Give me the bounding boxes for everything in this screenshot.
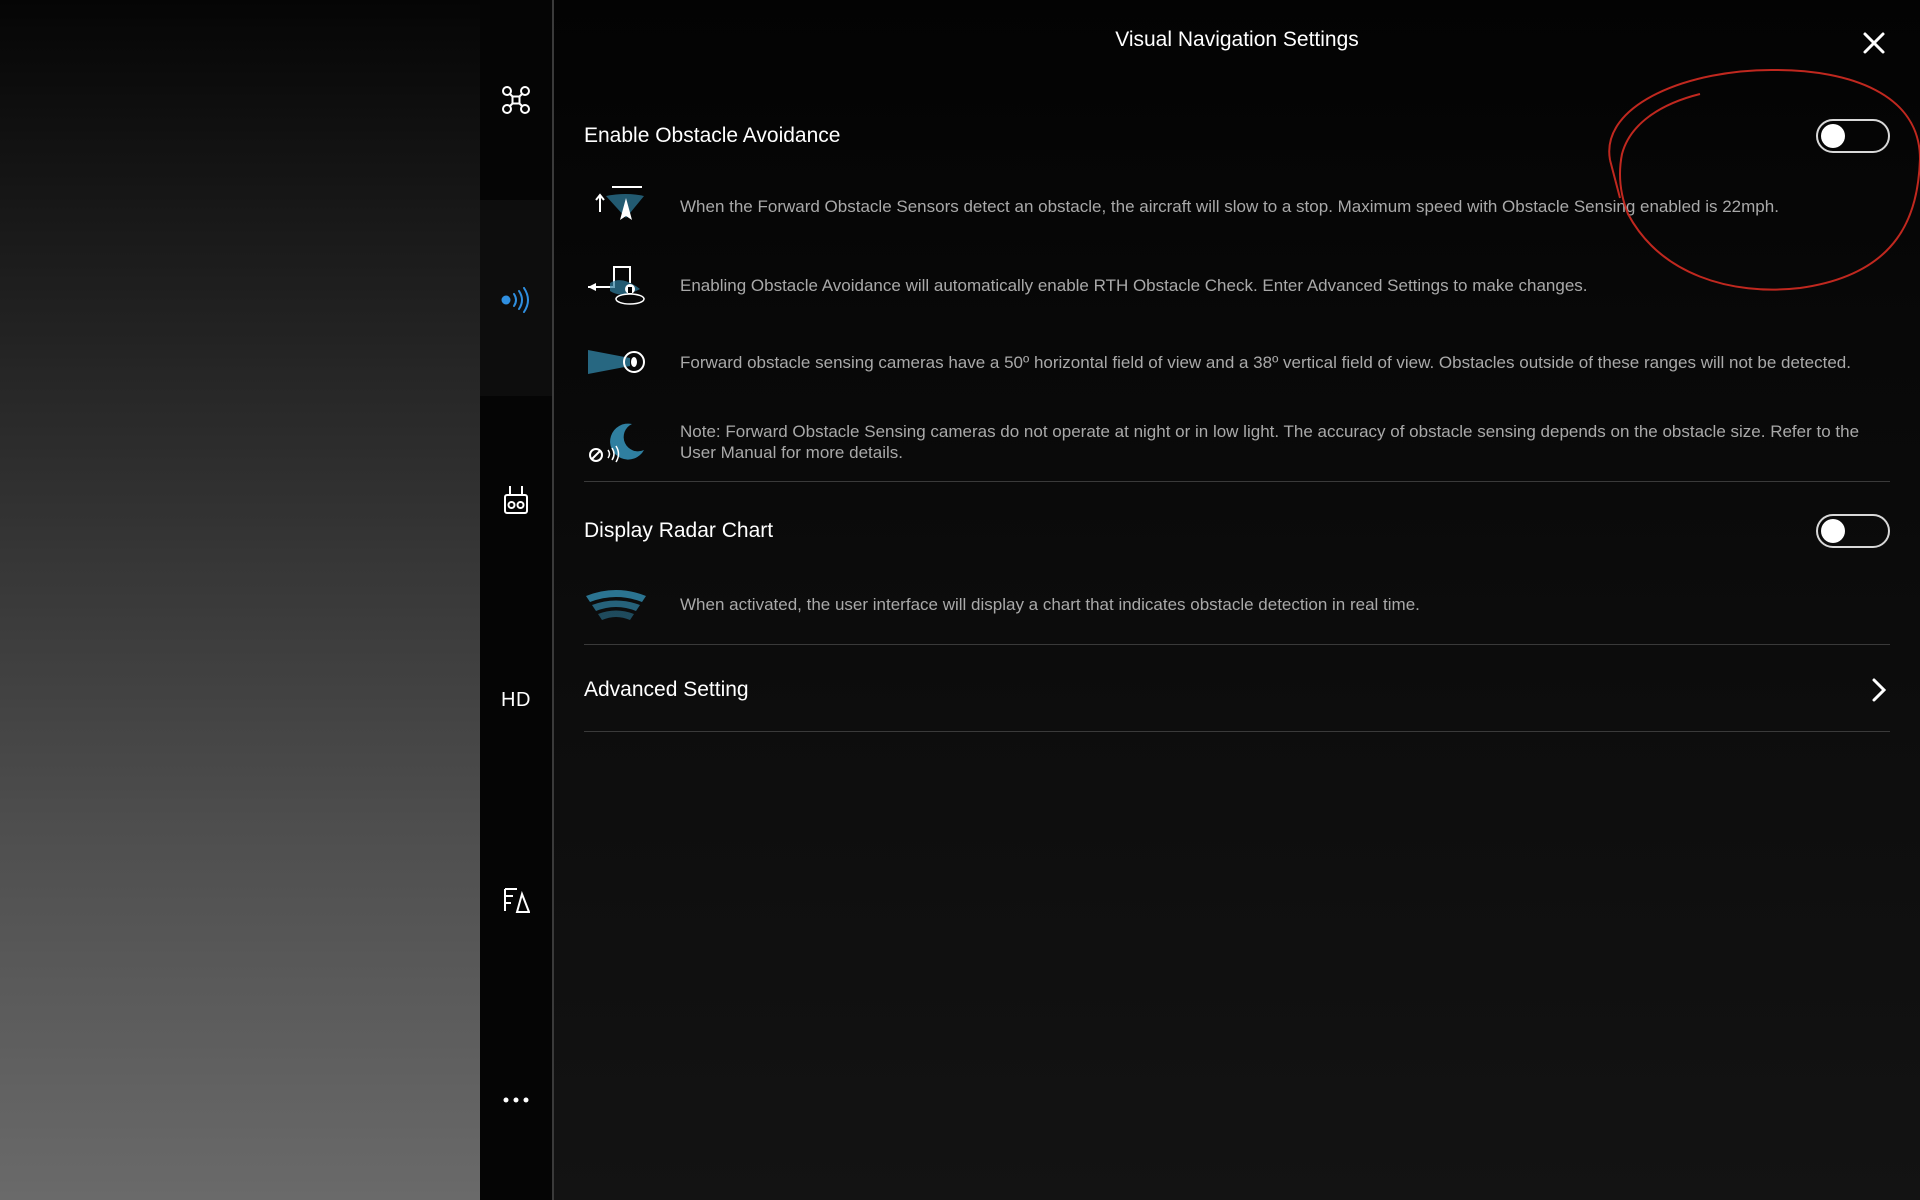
camera-fov-icon xyxy=(586,340,646,384)
more-icon xyxy=(503,1097,529,1103)
page-title: Visual Navigation Settings xyxy=(1115,28,1359,51)
remote-controller-icon xyxy=(503,485,529,515)
toggle-knob xyxy=(1821,124,1845,148)
chevron-right-icon xyxy=(1868,676,1890,704)
radar-chart-icon xyxy=(584,586,648,622)
toggle-knob xyxy=(1821,519,1845,543)
rth-obstacle-icon xyxy=(586,263,646,307)
obstacle-desc-text: Enabling Obstacle Avoidance will automatically enable RTH Obstacle Check. Enter Advanced Settings to make changes. xyxy=(680,275,1588,295)
radar-desc-text: When activated, the user interface will display a chart that indicates obstacle detection in real time. xyxy=(680,594,1420,614)
section-divider xyxy=(584,644,1890,645)
radar-chart-toggle[interactable] xyxy=(1816,514,1890,548)
aircraft-icon xyxy=(501,85,531,115)
visual-navigation-panel xyxy=(554,0,1920,1200)
night-low-light-icon xyxy=(586,420,646,464)
obstacle-desc-row xyxy=(584,418,1890,466)
section-divider xyxy=(584,481,1890,482)
rail-item-remote-controller[interactable] xyxy=(480,472,552,528)
settings-rail xyxy=(480,0,552,1200)
sensing-icon xyxy=(500,287,532,313)
rail-item-visual-navigation[interactable] xyxy=(480,272,552,328)
obstacle-desc-row xyxy=(584,182,1890,230)
advanced-setting-label: Advanced Setting xyxy=(584,678,749,701)
rail-item-aircraft[interactable] xyxy=(480,72,552,128)
obstacle-desc-text: When the Forward Obstacle Sensors detect an obstacle, the aircraft will slow to a stop. Maximum speed with Obstacle Sensing enabled is 22mph. xyxy=(680,196,1779,216)
rail-item-map[interactable] xyxy=(480,872,552,928)
obstacle-desc-row xyxy=(584,261,1890,309)
map-icon xyxy=(502,886,530,914)
forward-sensor-icon xyxy=(586,184,646,228)
obstacle-desc-row xyxy=(584,338,1890,386)
obstacle-avoidance-label: Enable Obstacle Avoidance xyxy=(584,124,841,147)
obstacle-desc-text: Forward obstacle sensing cameras have a 50º horizontal field of view and a 38º vertical field of view. Obstacles outside of these ranges will not be detected. xyxy=(680,352,1851,372)
radar-desc-row xyxy=(584,580,1890,628)
radar-chart-row xyxy=(584,511,1890,551)
obstacle-desc-text: Note: Forward Obstacle Sensing cameras do not operate at night or in low light. The accuracy of obstacle sensing depends on the obstacle size. Refer to the User Manual for more details. xyxy=(680,422,1860,462)
obstacle-avoidance-toggle[interactable] xyxy=(1816,119,1890,153)
hd-label: HD xyxy=(501,688,531,711)
rail-item-hd[interactable] xyxy=(480,672,552,728)
section-divider xyxy=(584,731,1890,732)
close-icon[interactable] xyxy=(1861,30,1887,56)
background-video-area xyxy=(0,0,480,1200)
rail-item-more[interactable] xyxy=(480,1072,552,1128)
advanced-setting-row[interactable] xyxy=(584,668,1890,712)
radar-chart-label: Display Radar Chart xyxy=(584,519,774,542)
obstacle-avoidance-row xyxy=(584,116,1890,156)
